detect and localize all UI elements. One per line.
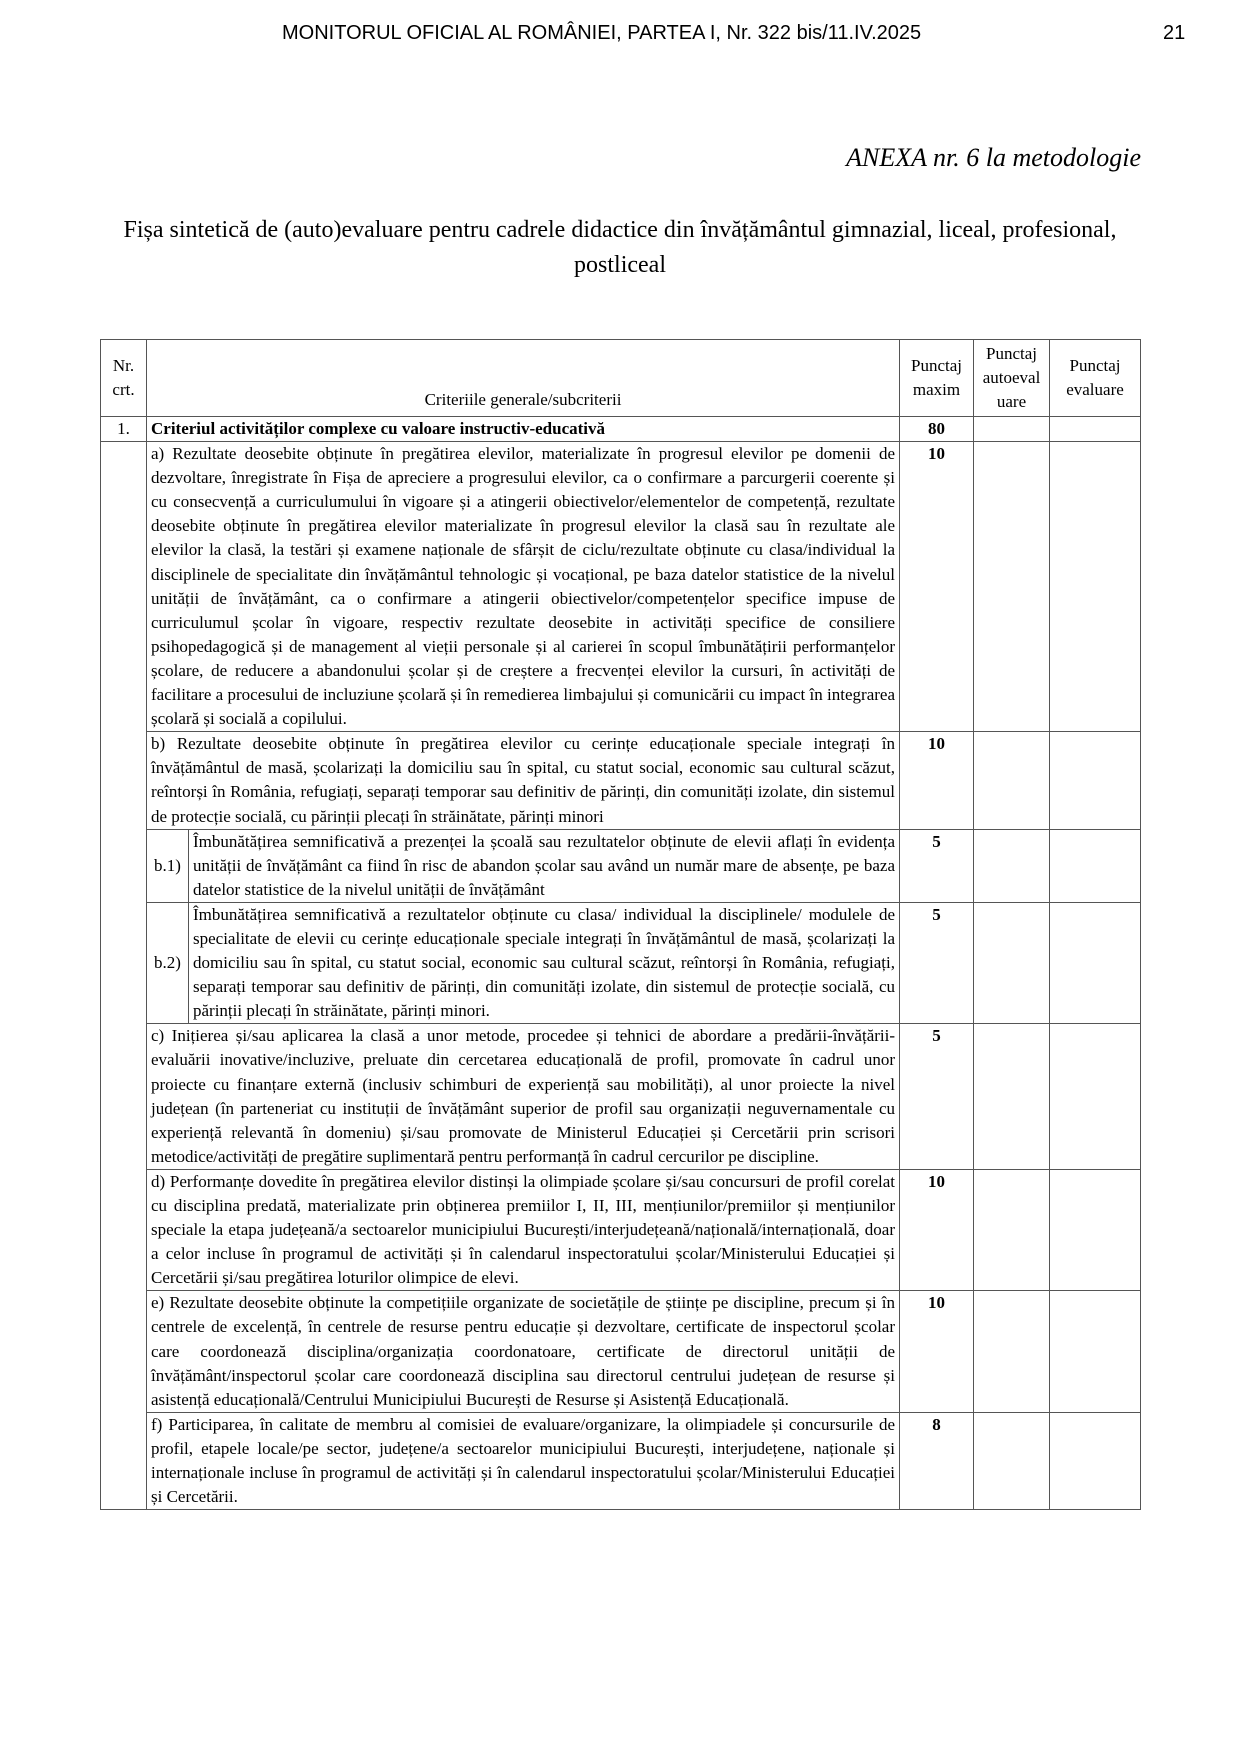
criterion-nr: 1.: [101, 417, 147, 442]
subcriterion-b-text: b) Rezultate deosebite obținute în pregătirea elevilor cu cerințe educaționale speciale integrați în învățământul de masă, școlarizați la domiciliu sau în spital, cu statut social, economic sau cultural scăzut, reîntorși în România, refugiați, separați temporar sau definitiv de părinți, din comunități izolate, din sistemul de protecție socială, cu părinții plecați în străinătate, părinți minori: [147, 732, 900, 829]
self-eval-cell[interactable]: [974, 442, 1050, 732]
self-eval-cell[interactable]: [974, 417, 1050, 442]
page-number: 21: [1163, 22, 1186, 44]
subcriterion-e-points: 10: [900, 1291, 974, 1412]
header-eval-points: Punctaj evaluare: [1050, 340, 1141, 417]
annex-label: ANEXA nr. 6 la metodologie: [846, 143, 1141, 172]
criterion-row: [101, 417, 1141, 442]
self-eval-cell[interactable]: [974, 1412, 1050, 1509]
self-eval-cell[interactable]: [974, 1024, 1050, 1170]
self-eval-cell[interactable]: [974, 1169, 1050, 1290]
eval-cell[interactable]: [1050, 417, 1141, 442]
subcriterion-b1-label: b.1): [147, 829, 189, 902]
eval-cell[interactable]: [1050, 732, 1141, 829]
evaluation-table: [100, 339, 1141, 1510]
subcriterion-b2-points: 5: [900, 902, 974, 1023]
header-self-eval-points: Punctaj autoeval uare: [974, 340, 1050, 417]
self-eval-cell[interactable]: [974, 829, 1050, 902]
table-row: [101, 442, 1141, 732]
criterion-title: Criteriul activităților complexe cu valoare instructiv-educativă: [147, 417, 900, 442]
subcriterion-c-points: 5: [900, 1024, 974, 1170]
subcriterion-b1-text: Îmbunătățirea semnificativă a prezenței la școală sau rezultatelor obținute de elevii aflați în evidența unității de învățământ ca fiind în risc de abandon școlar sau având un număr mare de absențe, pe baza datelor statistice de la nivelul unității de învățământ: [189, 829, 900, 902]
eval-cell[interactable]: [1050, 1024, 1141, 1170]
table-header-row: [101, 340, 1141, 417]
subcriterion-b1-points: 5: [900, 829, 974, 902]
subcriterion-b2-text: Îmbunătățirea semnificativă a rezultatelor obținute cu clasa/ individual la disciplinele/ modulele de specialitate de elevii cu cerințe educaționale speciale integrați în învățământul de masă, școlarizați la domiciliu sau în spital, cu statut social, economic sau cultural scăzut, reîntorși în România, refugiați, separați temporar sau definitiv de părinți, din comunități izolate, din sistemul de protecție socială, cu părinții plecați în străinătate, părinți minori.: [189, 902, 900, 1023]
subcriterion-a-text: a) Rezultate deosebite obținute în pregătirea elevilor, materializate în progresul elevilor pe domenii de dezvoltare, înregistrate în Fișa de apreciere a progresului elevilor, ca o confirmare a parcurgerii coerente și cu consecvență a curriculumului în vigoare și a atingerii obiectivelor/elementelor de competență, rezultate deosebite obținute în pregătirea elevilor materializate în progresul elevilor la clasă sau în rezultate ale elevilor la clasă, la testări și examene naționale de sfârșit de ciclu/rezultate obținute cu clasa/individual la disciplinele de specialitate din învățământul tehnologic și vocațional, pe baza datelor statistice de la nivelul unității de învățământ, ca o confirmare a atingerii obiectivelor/competențelor specifice impuse de curriculumul școlar în vigoare, respectiv rezultate deosebite in activități specifice de consiliere psihopedagogică și de management al vieții personale și al carierei în scopul îmbunătățirii performanțelor școlare, de reducere a abandonului școlar și de creștere a frecvenței elevilor la cursuri, în activități de facilitare a procesului de incluziune școlară și în remedierea limbajului și comunicării cu impact în integrarea școlară și socială a copilului.: [147, 442, 900, 732]
table-row: [101, 829, 1141, 902]
eval-cell[interactable]: [1050, 829, 1141, 902]
header-max-points: Punctaj maxim: [900, 340, 974, 417]
document-title: Fișa sintetică de (auto)evaluare pentru cadrele didactice din învățământul gimnazial, liceal, profesional, postliceal: [123, 217, 1117, 278]
subcriterion-c-text: c) Inițierea și/sau aplicarea la clasă a unor metode, procedee și tehnici de abordare a predării-învățării-evaluării inovative/incluzive, preluate din cercetarea educațională de profil, promovate în cadrul unor proiecte cu finanțare externă (inclusiv schimburi de experiență sau mobilități), al unor proiecte la nivel județean (în parteneriat cu instituții de învățământ superior de profil sau organizații neguvernamentale cu experiență relevantă în domeniu) și/sau promovate de Ministerul Educației și Cercetării prin scrisori metodice/activități de pregătire suplimentară pentru performanță în cadrul cercurilor pe discipline.: [147, 1024, 900, 1170]
table-row: [101, 1291, 1141, 1412]
header-nr: Nr. crt.: [101, 340, 147, 417]
subcriterion-a-points: 10: [900, 442, 974, 732]
table-row: [101, 1412, 1141, 1509]
subcriterion-b2-label: b.2): [147, 902, 189, 1023]
table-row: [101, 1024, 1141, 1170]
eval-cell[interactable]: [1050, 442, 1141, 732]
subcriterion-f-points: 8: [900, 1412, 974, 1509]
table-row: [101, 902, 1141, 1023]
subcriterion-d-text: d) Performanțe dovedite în pregătirea elevilor distinși la olimpiade școlare și/sau concursuri de profil corelat cu disciplina predată, materializate prin obținerea premiilor I, II, III, mențiunilor/premiilor și mențiunilor speciale la etapa județeană/a sectoarelor municipiului București/interjudețeană/națională/internațională, doar a celor incluse în programul de activități și în calendarul inspectoratului școlar/Ministerului Educației și Cercetării și/sau pregătirea loturilor olimpice de elevi.: [147, 1169, 900, 1290]
table-row: [101, 732, 1141, 829]
eval-cell[interactable]: [1050, 1412, 1141, 1509]
gazette-title: MONITORUL OFICIAL AL ROMÂNIEI, PARTEA I, Nr. 322 bis/11.IV.2025: [282, 22, 922, 44]
subcriterion-f-text: f) Participarea, în calitate de membru al comisiei de evaluare/organizare, la olimpiadele și concursurile de profil, etapele locale/pe sector, județene/a sectoarelor municipiului București, interjudețene, naționale și internaționale incluse în programul de activități și în calendarul inspectoratului școlar/Ministerului Educației și Cercetării.: [147, 1412, 900, 1509]
subcriterion-e-text: e) Rezultate deosebite obținute la competițiile organizate de societățile de științe pe discipline, precum și în centrele de excelență, în centrele de resurse pentru educație și dezvoltare, certificate de inspectorul școlar care coordonează disciplina/organizația coordonatoare, certificate de directorul unității de învățământ/inspectorul școlar care coordonează disciplina sau directorul centrului județean de resurse și asistență educațională/Centrului Municipiului București de Resurse și Asistență Educațională.: [147, 1291, 900, 1412]
header-criteria: Criteriile generale/subcriterii: [147, 340, 900, 417]
self-eval-cell[interactable]: [974, 1291, 1050, 1412]
eval-cell[interactable]: [1050, 1169, 1141, 1290]
subcriterion-d-points: 10: [900, 1169, 974, 1290]
nr-blank-cell: [101, 442, 147, 1510]
table-row: [101, 1169, 1141, 1290]
eval-cell[interactable]: [1050, 902, 1141, 1023]
criterion-points: 80: [900, 417, 974, 442]
self-eval-cell[interactable]: [974, 732, 1050, 829]
eval-cell[interactable]: [1050, 1291, 1141, 1412]
subcriterion-b-points: 10: [900, 732, 974, 829]
self-eval-cell[interactable]: [974, 902, 1050, 1023]
